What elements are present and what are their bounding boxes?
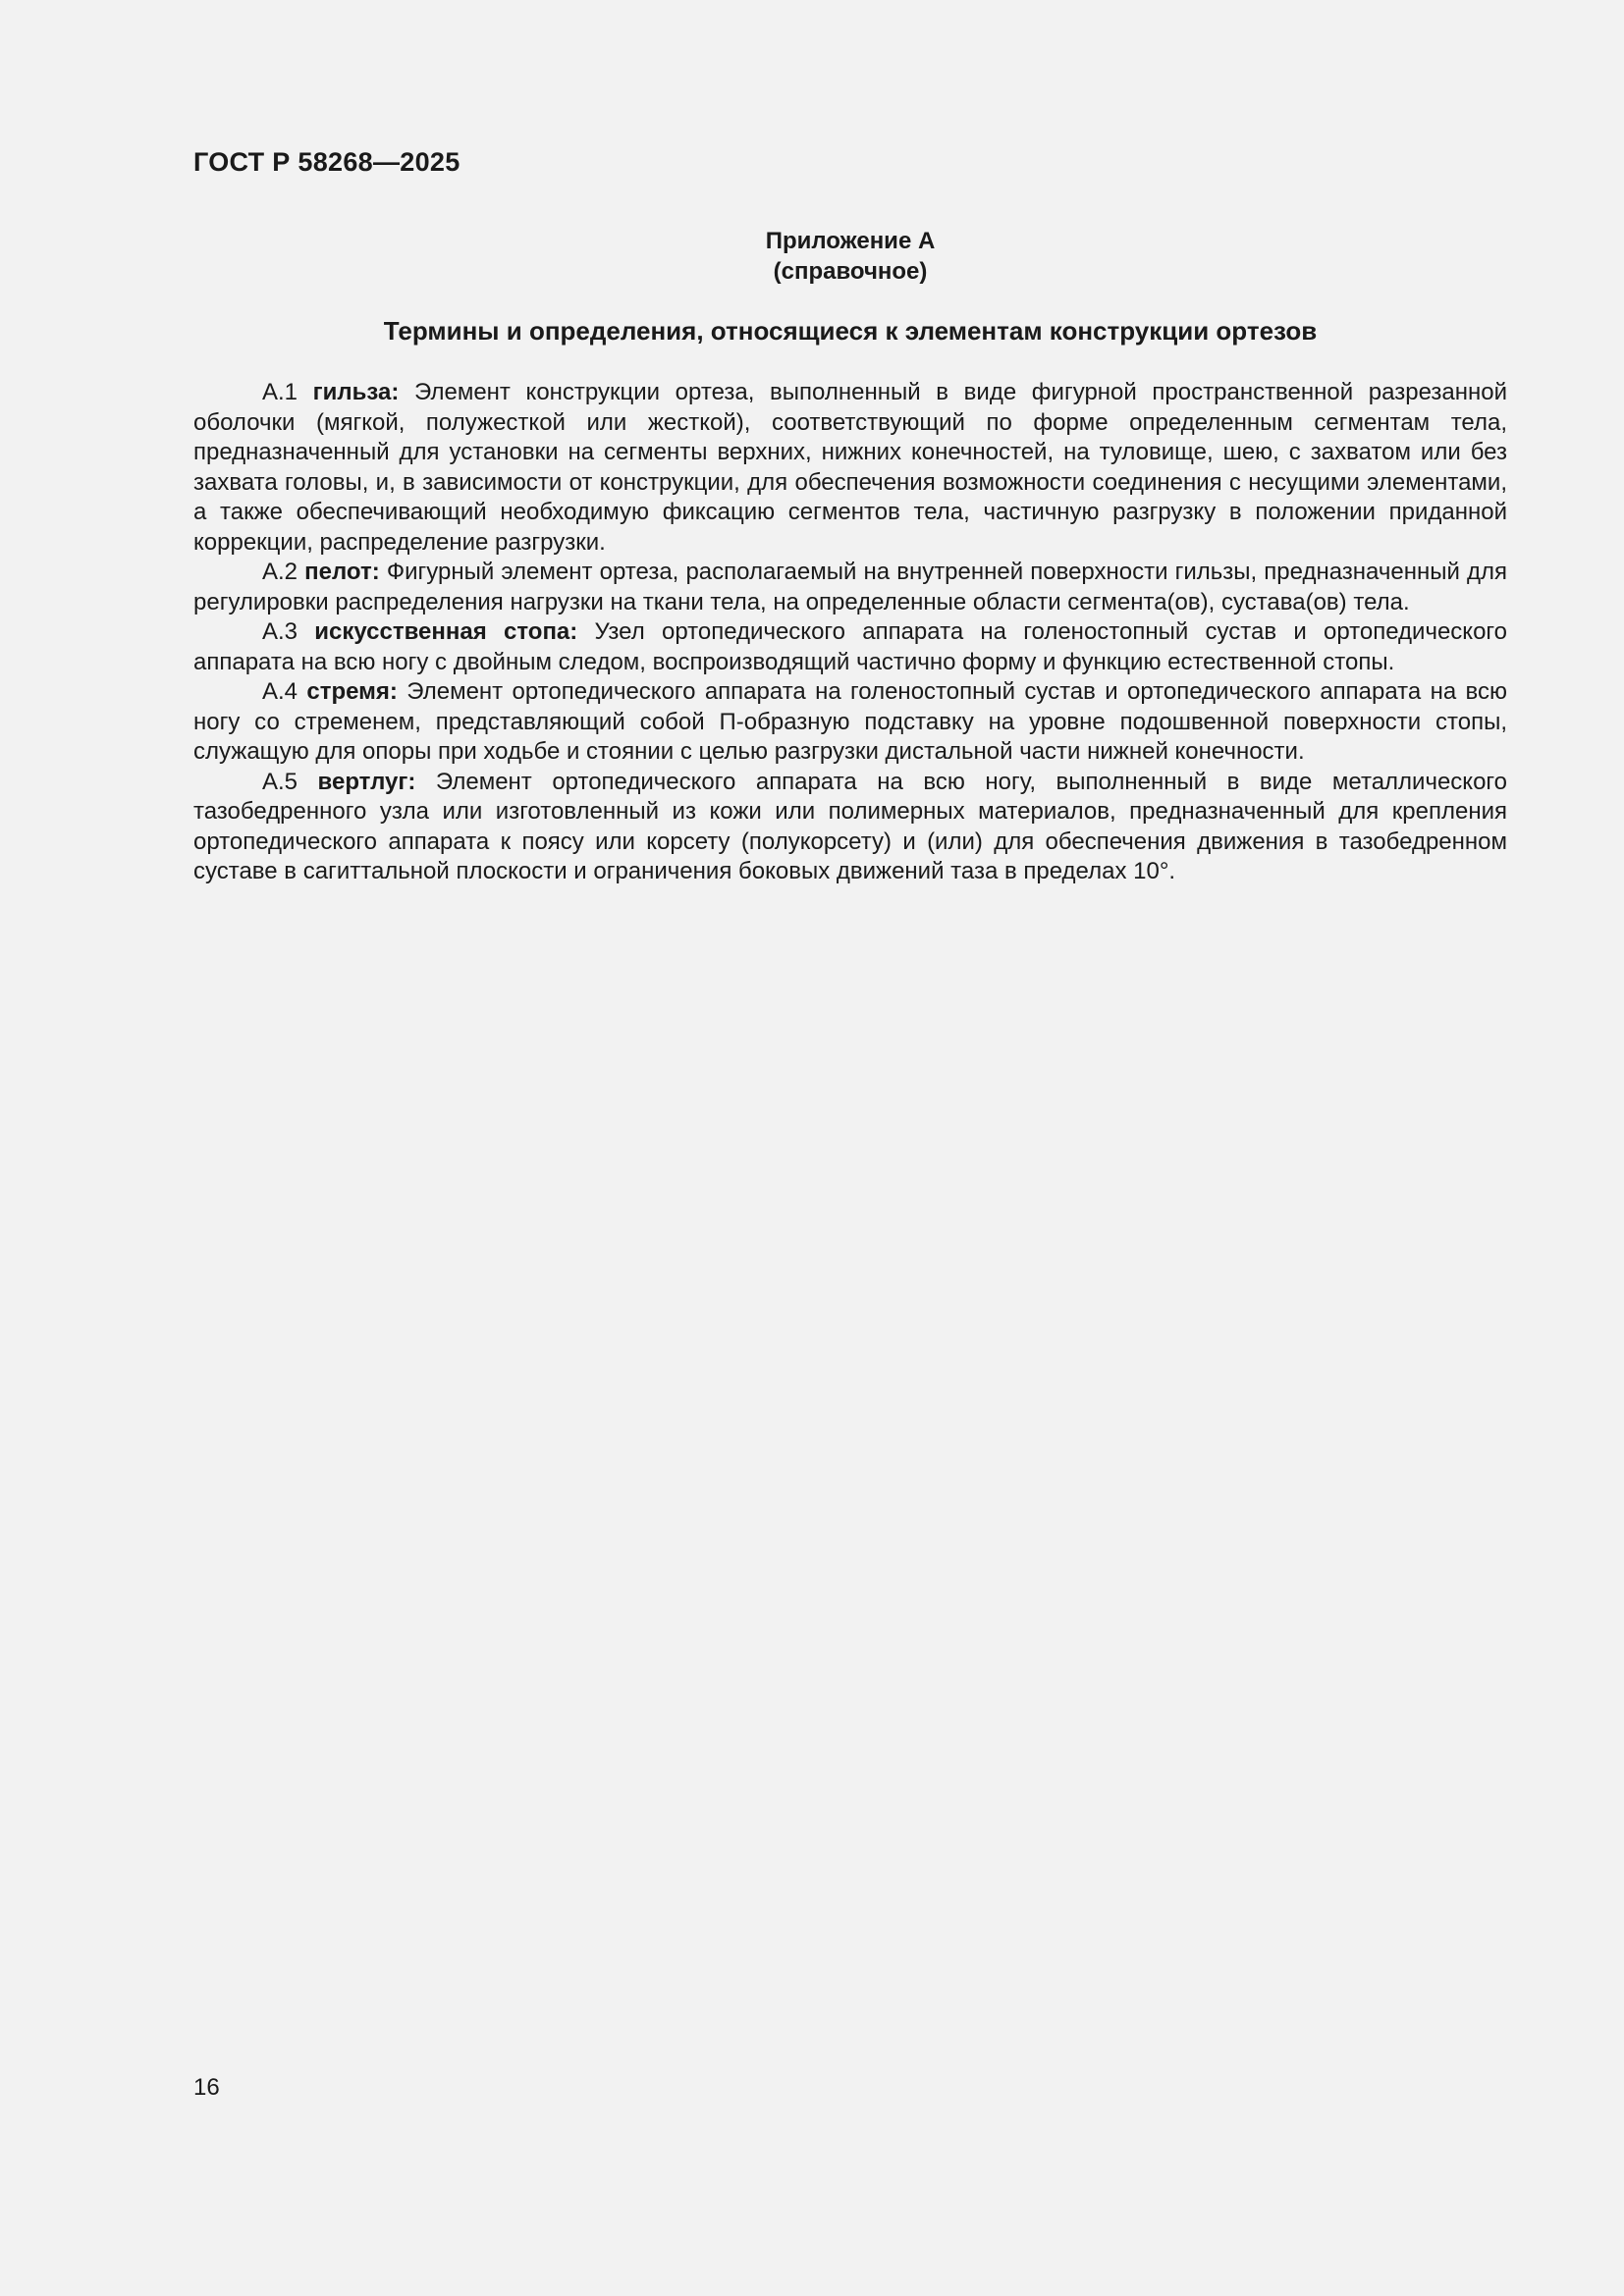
term-name: вертлуг:: [317, 768, 416, 795]
term-number: А.4: [262, 678, 298, 705]
term-definition: Узел ортопедического аппарата на голеностопный сустав и ортопедического аппарата на всю ногу с двойным следом, воспроизводящий частично форму и функцию естественной стопы.: [193, 618, 1508, 675]
appendix-label: Приложение А: [765, 228, 936, 254]
term-number: А.5: [262, 768, 298, 795]
term-number: А.2: [262, 559, 298, 585]
term-name: гильза:: [312, 379, 400, 405]
term-paragraph-a4: [193, 677, 1507, 768]
term-name: искусственная стопа:: [314, 618, 578, 645]
term-paragraph-a3: [193, 617, 1507, 677]
term-definition: Фигурный элемент ортеза, располагаемый на внутренней поверхности гильзы, предназначенный для регулировки распределения нагрузки на ткани тела, на определенные области сегмента(ов), сустава(ов) тела.: [193, 559, 1507, 615]
term-paragraph-a5: [193, 768, 1507, 887]
appendix-title: Термины и определения, относящиеся к элементам конструкции ортезов: [383, 316, 1318, 346]
term-number: А.1: [262, 379, 298, 405]
term-definition: Элемент ортопедического аппарата на всю ногу, выполненный в виде металлического тазобедренного узла или изготовленный из кожи или полимерных материалов, предназначенный для крепления ортопедического аппарата к поясу или корсету (полукорсету) и (или) для обеспечения движения в тазобедренном суставе в сагиттальной плоскости и ограничения боковых движений таза в пределах 10°.: [193, 768, 1507, 884]
term-number: А.3: [262, 618, 298, 645]
terms-list: [193, 378, 1507, 887]
term-definition: Элемент ортопедического аппарата на голеностопный сустав и ортопедического аппарата на всю ногу со стременем, представляющий собой П-образную подставку на уровне подошвенной поверхности стопы, служащую для опоры при ходьбе и стоянии с целью разгрузки дистальной части нижней конечности.: [193, 678, 1507, 765]
appendix-kind: (справочное): [773, 258, 928, 285]
term-definition: Элемент конструкции ортеза, выполненный в виде фигурной пространственной разрезанной оболочки (мягкой, полужесткой или жесткой), соответствующий по форме определенным сегментам тела, предназначенный для установки на сегменты верхних, нижних конечностей, на туловище, шею, с захватом или без захвата головы, и, в зависимости от конструкции, для обеспечения возможности соединения с несущими элементами, а также обеспечивающий необходимую фиксацию сегментов тела, частичную разгрузку в положении приданной коррекции, распределение разгрузки.: [193, 379, 1507, 556]
standard-code-header: ГОСТ Р 58268—2025: [193, 147, 460, 177]
term-paragraph-a1: [193, 378, 1507, 558]
term-name: стремя:: [306, 678, 398, 705]
term-paragraph-a2: [193, 558, 1507, 617]
term-name: пелот:: [304, 559, 380, 585]
page-number: 16: [193, 2074, 220, 2101]
appendix-heading: [193, 226, 1507, 287]
